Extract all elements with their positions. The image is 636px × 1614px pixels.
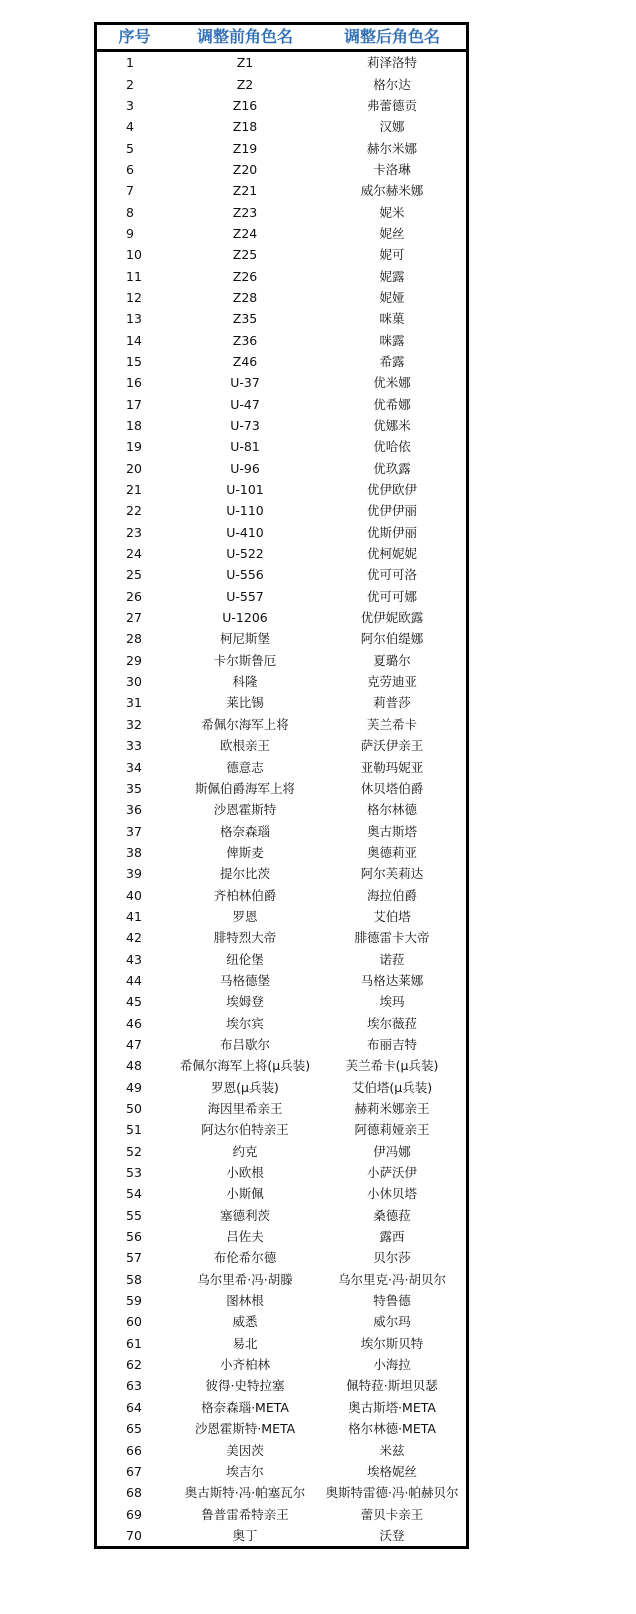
after-name-cell: 休贝塔伯爵 (360, 780, 424, 796)
row-index: 15 (126, 353, 142, 369)
row-index: 11 (126, 268, 142, 284)
row-index: 4 (126, 119, 134, 135)
after-name-cell: 咪菓 (379, 311, 405, 327)
after-name-cell: 海拉伯爵 (366, 887, 417, 903)
before-name-cell: 沙恩霍斯特·META (194, 1421, 296, 1437)
before-name-cell: 布伦希尔德 (213, 1250, 277, 1266)
character-name-table (94, 22, 469, 1549)
before-name-cell: 科隆 (232, 674, 258, 690)
after-name-cell: 威尔赫米娜 (360, 183, 424, 199)
row-index: 47 (126, 1036, 142, 1052)
before-name-cell: 德意志 (226, 759, 264, 775)
before-name-cell: 约克 (232, 1143, 258, 1159)
row-index: 2 (126, 76, 134, 92)
table-row (97, 1354, 466, 1375)
table-row (97, 51, 466, 74)
after-name-cell: 腓德雷卡大帝 (354, 930, 430, 946)
header-index: 序号 (97, 25, 172, 51)
before-name-cell: Z2 (236, 76, 254, 92)
table-row (97, 1461, 466, 1482)
after-name-cell: 妮露 (379, 268, 405, 284)
before-name-cell: U-1206 (222, 610, 268, 626)
row-index: 12 (126, 289, 142, 305)
before-name-cell: U-410 (226, 524, 264, 540)
after-name-cell: 妮丝 (379, 225, 405, 241)
after-name-cell: 优希娜 (373, 396, 411, 412)
after-name-cell: 芙兰希卡 (366, 716, 417, 732)
table-body (97, 51, 466, 1547)
table-row (97, 991, 466, 1012)
before-name-cell: 俾斯麦 (226, 844, 264, 860)
table-row (97, 137, 466, 158)
table-row (97, 735, 466, 756)
row-index: 43 (126, 951, 142, 967)
before-name-cell: 柯尼斯堡 (219, 631, 270, 647)
after-name-cell: 优斯伊丽 (366, 524, 417, 540)
row-index: 8 (126, 204, 134, 220)
after-name-cell: 优娜米 (373, 418, 411, 434)
before-name-cell: 阿达尔伯特亲王 (201, 1122, 289, 1138)
before-name-cell: 埃吉尔 (226, 1463, 264, 1479)
before-name-cell: 希佩尔海军上将(μ兵装) (179, 1058, 311, 1074)
after-name-cell: 格尔林德 (366, 802, 417, 818)
table-row (97, 607, 466, 628)
before-name-cell: 欧根亲王 (219, 738, 270, 754)
table-row (97, 329, 466, 350)
table-row (97, 1269, 466, 1290)
after-name-cell: 埃尔薇菈 (366, 1015, 417, 1031)
table-row (97, 1482, 466, 1503)
table-row (97, 159, 466, 180)
header-before-name: 调整前角色名 (172, 25, 318, 51)
after-name-cell: 优可可洛 (366, 567, 417, 583)
table-row (97, 1247, 466, 1268)
table-row (97, 1525, 466, 1546)
after-name-cell: 威尔玛 (373, 1314, 411, 1330)
before-name-cell: Z35 (232, 311, 258, 327)
before-name-cell: 易北 (232, 1335, 258, 1351)
before-name-cell: 罗恩 (232, 908, 258, 924)
row-index: 19 (126, 439, 142, 455)
after-name-cell: 埃格妮丝 (366, 1463, 417, 1479)
before-name-cell: 希佩尔海军上将 (201, 716, 289, 732)
before-name-cell: Z18 (232, 119, 258, 135)
table-row (97, 394, 466, 415)
before-name-cell: Z20 (232, 161, 258, 177)
before-name-cell: Z19 (232, 140, 258, 156)
table-row (97, 778, 466, 799)
after-name-cell: 格尔达 (373, 76, 411, 92)
after-name-cell: 优伊伊丽 (366, 503, 417, 519)
table-row (97, 287, 466, 308)
row-index: 63 (126, 1378, 142, 1394)
table-row (97, 970, 466, 991)
table-row (97, 1183, 466, 1204)
table-row (97, 756, 466, 777)
table-row (97, 1290, 466, 1311)
row-index: 41 (126, 908, 142, 924)
table-row (97, 1503, 466, 1524)
row-index: 70 (126, 1527, 142, 1543)
after-name-cell: 阿尔芙莉达 (360, 866, 424, 882)
after-name-cell: 艾伯塔(μ兵装) (351, 1079, 433, 1095)
before-name-cell: 提尔比茨 (219, 866, 270, 882)
row-index: 7 (126, 183, 134, 199)
after-name-cell: 米兹 (379, 1442, 405, 1458)
after-name-cell: 克劳迪亚 (366, 674, 417, 690)
table-row (97, 842, 466, 863)
row-index: 46 (126, 1015, 142, 1031)
table-row (97, 265, 466, 286)
row-index: 22 (126, 503, 142, 519)
after-name-cell: 贝尔莎 (373, 1250, 411, 1266)
before-name-cell: 莱比锡 (226, 695, 264, 711)
table-row (97, 1162, 466, 1183)
after-name-cell: 蕾贝卡亲王 (360, 1506, 424, 1522)
row-index: 23 (126, 524, 142, 540)
before-name-cell: U-96 (230, 460, 260, 476)
row-index: 1 (126, 55, 134, 71)
after-name-cell: 小萨沃伊 (366, 1165, 417, 1181)
before-name-cell: 格奈森瑙 (219, 823, 270, 839)
after-name-cell: 奥古斯塔 (366, 823, 417, 839)
before-name-cell: Z21 (232, 183, 258, 199)
before-name-cell: 齐柏林伯爵 (213, 887, 277, 903)
table-row (97, 714, 466, 735)
after-name-cell: 希露 (379, 353, 405, 369)
after-name-cell: 佩特菈·斯坦贝瑟 (346, 1378, 438, 1394)
after-name-cell: 妮可 (379, 247, 405, 263)
row-index: 32 (126, 716, 142, 732)
row-index: 44 (126, 972, 142, 988)
row-index: 40 (126, 887, 142, 903)
after-name-cell: 奥古斯塔·META (348, 1399, 436, 1415)
before-name-cell: 乌尔里希·冯·胡滕 (197, 1271, 293, 1287)
row-index: 24 (126, 546, 142, 562)
before-name-cell: 塞德利茨 (219, 1207, 270, 1223)
row-index: 68 (126, 1485, 142, 1501)
after-name-cell: 莉普莎 (373, 695, 411, 711)
row-index: 42 (126, 930, 142, 946)
row-index: 64 (126, 1399, 142, 1415)
table-row (97, 1077, 466, 1098)
before-name-cell: Z16 (232, 97, 258, 113)
row-index: 20 (126, 460, 142, 476)
after-name-cell: 布丽吉特 (366, 1036, 417, 1052)
row-index: 58 (126, 1271, 142, 1287)
row-index: 28 (126, 631, 142, 647)
table-row (97, 1375, 466, 1396)
row-index: 25 (126, 567, 142, 583)
row-index: 30 (126, 674, 142, 690)
table-row (97, 543, 466, 564)
after-name-cell: 优哈依 (373, 439, 411, 455)
after-name-cell: 优柯妮妮 (366, 546, 417, 562)
after-name-cell: 优米娜 (373, 375, 411, 391)
after-name-cell: 艾伯塔 (373, 908, 411, 924)
table-row (97, 1418, 466, 1439)
after-name-cell: 乌尔里克·冯·胡贝尔 (338, 1271, 446, 1287)
table-row (97, 351, 466, 372)
table-row (97, 799, 466, 820)
before-name-cell: 沙恩霍斯特 (213, 802, 277, 818)
before-name-cell: 鲁普雷希特亲王 (201, 1506, 289, 1522)
after-name-cell: 桑德菈 (373, 1207, 411, 1223)
table-row (97, 372, 466, 393)
row-index: 17 (126, 396, 142, 412)
table-row (97, 479, 466, 500)
after-name-cell: 优伊妮欧露 (360, 610, 424, 626)
after-name-cell: 夏璐尔 (373, 652, 411, 668)
table-row (97, 564, 466, 585)
before-name-cell: U-556 (226, 567, 264, 583)
before-name-cell: 纽伦堡 (226, 951, 264, 967)
after-name-cell: 阿德莉娅亲王 (354, 1122, 430, 1138)
after-name-cell: 奥斯特雷德·冯·帕赫贝尔 (325, 1485, 459, 1501)
before-name-cell: 美因茨 (226, 1442, 264, 1458)
before-name-cell: 小斯佩 (226, 1186, 264, 1202)
row-index: 26 (126, 588, 142, 604)
before-name-cell: 斯佩伯爵海军上将 (194, 780, 295, 796)
before-name-cell: Z25 (232, 247, 258, 263)
table-row (97, 1205, 466, 1226)
before-name-cell: U-101 (226, 482, 264, 498)
before-name-cell: Z1 (236, 55, 254, 71)
before-name-cell: 布吕歇尔 (219, 1036, 270, 1052)
row-index: 27 (126, 610, 142, 626)
table-row (97, 1098, 466, 1119)
table-row (97, 308, 466, 329)
table-row (97, 1055, 466, 1076)
table-row (97, 500, 466, 521)
after-name-cell: 萨沃伊亲王 (360, 738, 424, 754)
table-row (97, 1333, 466, 1354)
before-name-cell: Z26 (232, 268, 258, 284)
table-row (97, 244, 466, 265)
after-name-cell: 埃玛 (379, 994, 405, 1010)
row-index: 9 (126, 225, 134, 241)
before-name-cell: 格奈森瑙·META (201, 1399, 289, 1415)
row-index: 38 (126, 844, 142, 860)
before-name-cell: 奥丁 (232, 1527, 258, 1543)
table-row (97, 1226, 466, 1247)
before-name-cell: U-110 (226, 503, 264, 519)
after-name-cell: 妮娅 (379, 289, 405, 305)
after-name-cell: 汉娜 (379, 119, 405, 135)
after-name-cell: 马格达莱娜 (360, 972, 424, 988)
row-index: 56 (126, 1229, 142, 1245)
row-index: 21 (126, 482, 142, 498)
row-index: 3 (126, 97, 134, 113)
after-name-cell: 优可可娜 (366, 588, 417, 604)
after-name-cell: 莉泽洛特 (366, 55, 417, 71)
after-name-cell: 优玖露 (373, 460, 411, 476)
after-name-cell: 小海拉 (373, 1357, 411, 1373)
table-row (97, 650, 466, 671)
row-index: 52 (126, 1143, 142, 1159)
table-row (97, 863, 466, 884)
table-row (97, 458, 466, 479)
after-name-cell: 优伊欧伊 (366, 482, 417, 498)
table-row (97, 692, 466, 713)
before-name-cell: 图林根 (226, 1293, 264, 1309)
table-row (97, 1034, 466, 1055)
after-name-cell: 露西 (379, 1229, 405, 1245)
table-row (97, 95, 466, 116)
table-row (97, 223, 466, 244)
table-row (97, 586, 466, 607)
table-row (97, 73, 466, 94)
row-index: 66 (126, 1442, 142, 1458)
after-name-cell: 伊冯娜 (373, 1143, 411, 1159)
after-name-cell: 特鲁德 (373, 1293, 411, 1309)
before-name-cell: U-557 (226, 588, 264, 604)
row-index: 65 (126, 1421, 142, 1437)
row-index: 6 (126, 161, 134, 177)
row-index: 35 (126, 780, 142, 796)
before-name-cell: Z23 (232, 204, 258, 220)
before-name-cell: 彼得·史特拉塞 (205, 1378, 285, 1394)
row-index: 51 (126, 1122, 142, 1138)
row-index: 54 (126, 1186, 142, 1202)
after-name-cell: 赫尔米娜 (366, 140, 417, 156)
table-row (97, 1141, 466, 1162)
after-name-cell: 沃登 (379, 1527, 405, 1543)
row-index: 5 (126, 140, 134, 156)
table-row (97, 927, 466, 948)
before-name-cell: 腓特烈大帝 (213, 930, 277, 946)
row-index: 50 (126, 1101, 142, 1117)
after-name-cell: 阿尔伯缇娜 (360, 631, 424, 647)
before-name-cell: 埃姆登 (226, 994, 264, 1010)
before-name-cell: U-73 (230, 418, 260, 434)
row-index: 29 (126, 652, 142, 668)
row-index: 31 (126, 695, 142, 711)
row-index: 48 (126, 1058, 142, 1074)
before-name-cell: 埃尔宾 (226, 1015, 264, 1031)
row-index: 45 (126, 994, 142, 1010)
row-index: 49 (126, 1079, 142, 1095)
row-index: 39 (126, 866, 142, 882)
table-row (97, 1012, 466, 1033)
before-name-cell: U-47 (230, 396, 260, 412)
table-row (97, 906, 466, 927)
before-name-cell: 威悉 (232, 1314, 258, 1330)
row-index: 16 (126, 375, 142, 391)
before-name-cell: 卡尔斯鲁厄 (213, 652, 277, 668)
row-index: 61 (126, 1335, 142, 1351)
table-row (97, 1439, 466, 1460)
table-row (97, 522, 466, 543)
after-name-cell: 格尔林德·META (348, 1421, 436, 1437)
before-name-cell: 奥古斯特·冯·帕塞瓦尔 (184, 1485, 306, 1501)
table-row (97, 948, 466, 969)
table-row (97, 1119, 466, 1140)
before-name-cell: Z46 (232, 353, 258, 369)
row-index: 37 (126, 823, 142, 839)
row-index: 62 (126, 1357, 142, 1373)
before-name-cell: 海因里希亲王 (207, 1101, 283, 1117)
after-name-cell: 赫莉米娜亲王 (354, 1101, 430, 1117)
before-name-cell: U-37 (230, 375, 260, 391)
row-index: 67 (126, 1463, 142, 1479)
row-index: 13 (126, 311, 142, 327)
table-row (97, 671, 466, 692)
row-index: 57 (126, 1250, 142, 1266)
after-name-cell: 卡洛琳 (373, 161, 411, 177)
before-name-cell: 罗恩(μ兵装) (211, 1079, 279, 1095)
table-row (97, 180, 466, 201)
row-index: 60 (126, 1314, 142, 1330)
row-index: 36 (126, 802, 142, 818)
row-index: 33 (126, 738, 142, 754)
after-name-cell: 亚勒玛妮亚 (360, 759, 424, 775)
table-row (97, 1397, 466, 1418)
row-index: 18 (126, 418, 142, 434)
row-index: 14 (126, 332, 142, 348)
before-name-cell: Z24 (232, 225, 258, 241)
before-name-cell: 小齐柏林 (219, 1357, 270, 1373)
after-name-cell: 小休贝塔 (366, 1186, 417, 1202)
row-index: 53 (126, 1165, 142, 1181)
after-name-cell: 咪露 (379, 332, 405, 348)
before-name-cell: 吕佐夫 (226, 1229, 264, 1245)
table-row (97, 820, 466, 841)
row-index: 59 (126, 1293, 142, 1309)
header-row (97, 25, 466, 51)
table-row (97, 201, 466, 222)
after-name-cell: 芙兰希卡(μ兵装) (345, 1058, 439, 1074)
table-row (97, 415, 466, 436)
table-row (97, 436, 466, 457)
table-row (97, 116, 466, 137)
row-index: 10 (126, 247, 142, 263)
before-name-cell: 马格德堡 (219, 972, 270, 988)
row-index: 69 (126, 1506, 142, 1522)
name-mapping-table (97, 25, 466, 1546)
after-name-cell: 弗蕾德贡 (366, 97, 417, 113)
table-row (97, 884, 466, 905)
table-row (97, 628, 466, 649)
after-name-cell: 奥德莉亚 (366, 844, 417, 860)
after-name-cell: 诺菈 (379, 951, 405, 967)
before-name-cell: U-522 (226, 546, 264, 562)
row-index: 34 (126, 759, 142, 775)
before-name-cell: 小欧根 (226, 1165, 264, 1181)
after-name-cell: 妮米 (379, 204, 405, 220)
header-after-name: 调整后角色名 (318, 25, 466, 51)
row-index: 55 (126, 1207, 142, 1223)
after-name-cell: 埃尔斯贝特 (360, 1335, 424, 1351)
before-name-cell: U-81 (230, 439, 260, 455)
before-name-cell: Z36 (232, 332, 258, 348)
table-row (97, 1311, 466, 1332)
before-name-cell: Z28 (232, 289, 258, 305)
